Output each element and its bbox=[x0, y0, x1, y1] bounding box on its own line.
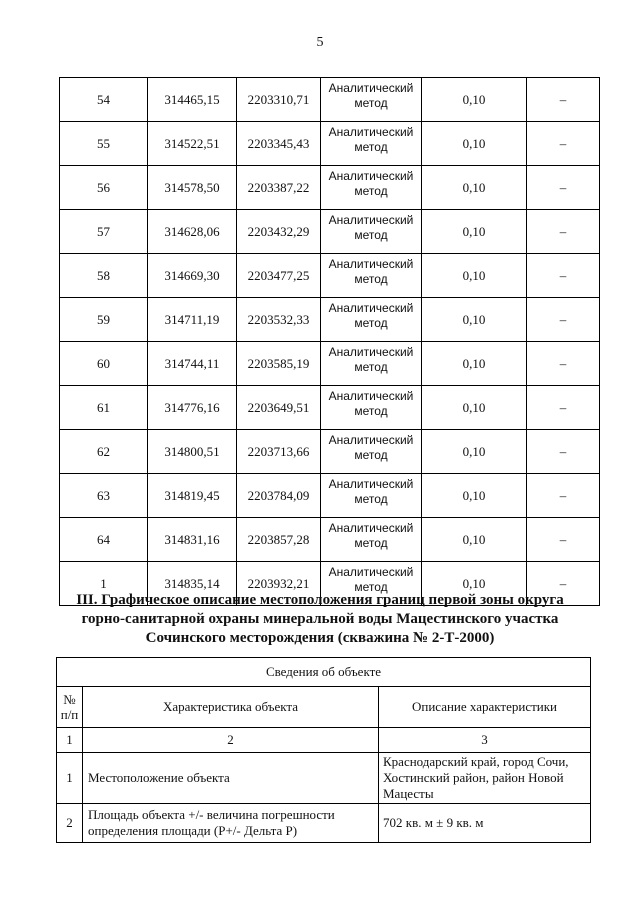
accuracy: 0,10 bbox=[422, 298, 527, 342]
column-header-number: № п/п bbox=[57, 687, 83, 728]
row-number: 2 bbox=[57, 804, 83, 843]
accuracy: 0,10 bbox=[422, 386, 527, 430]
section-title-line: III. Графическое описание местоположения границ первой зоны округа bbox=[76, 592, 564, 608]
y-coordinate: 2203532,33 bbox=[237, 298, 321, 342]
section-title bbox=[40, 591, 600, 648]
y-coordinate: 2203345,43 bbox=[237, 122, 321, 166]
dash-cell: – bbox=[527, 254, 600, 298]
dash-cell: – bbox=[527, 474, 600, 518]
method-line: метод bbox=[354, 404, 388, 418]
method-line: Аналитический bbox=[328, 433, 414, 447]
accuracy: 0,10 bbox=[422, 562, 527, 606]
method bbox=[321, 474, 422, 518]
y-coordinate: 2203432,29 bbox=[237, 210, 321, 254]
table-row bbox=[60, 298, 600, 342]
dash-cell: – bbox=[527, 298, 600, 342]
table-row bbox=[60, 430, 600, 474]
point-number: 1 bbox=[60, 562, 148, 606]
accuracy: 0,10 bbox=[422, 210, 527, 254]
point-number: 61 bbox=[60, 386, 148, 430]
method bbox=[321, 386, 422, 430]
dash-cell: – bbox=[527, 562, 600, 606]
dash-cell: – bbox=[527, 210, 600, 254]
point-number: 64 bbox=[60, 518, 148, 562]
point-number: 62 bbox=[60, 430, 148, 474]
method-line: Аналитический bbox=[328, 301, 414, 315]
y-coordinate: 2203713,66 bbox=[237, 430, 321, 474]
point-number: 55 bbox=[60, 122, 148, 166]
table-row bbox=[57, 753, 591, 804]
method-line: метод bbox=[354, 536, 388, 550]
row-description: Краснодарский край, город Сочи, Хостинский район, район Новой Мацесты bbox=[379, 753, 591, 804]
x-coordinate: 314744,11 bbox=[148, 342, 237, 386]
table-row bbox=[60, 122, 600, 166]
method-line: Аналитический bbox=[328, 477, 414, 491]
accuracy: 0,10 bbox=[422, 166, 527, 210]
y-coordinate: 2203585,19 bbox=[237, 342, 321, 386]
page-number: 5 bbox=[316, 35, 324, 50]
table-row bbox=[60, 474, 600, 518]
method bbox=[321, 122, 422, 166]
accuracy: 0,10 bbox=[422, 474, 527, 518]
method-line: метод bbox=[354, 184, 388, 198]
accuracy: 0,10 bbox=[422, 518, 527, 562]
method-line: метод bbox=[354, 272, 388, 286]
method bbox=[321, 254, 422, 298]
dash-cell: – bbox=[527, 166, 600, 210]
row-characteristic: Площадь объекта +/- величина погрешности определения площади (Р+/- Дельта Р) bbox=[83, 804, 379, 843]
x-coordinate: 314522,51 bbox=[148, 122, 237, 166]
dash-cell: – bbox=[527, 122, 600, 166]
x-coordinate: 314835,14 bbox=[148, 562, 237, 606]
point-number: 56 bbox=[60, 166, 148, 210]
table-row bbox=[60, 166, 600, 210]
table-row bbox=[57, 804, 591, 843]
point-number: 54 bbox=[60, 78, 148, 122]
accuracy: 0,10 bbox=[422, 254, 527, 298]
accuracy: 0,10 bbox=[422, 122, 527, 166]
column-header-characteristic: Характеристика объекта bbox=[83, 687, 379, 728]
table-row bbox=[60, 210, 600, 254]
dash-cell: – bbox=[527, 78, 600, 122]
method-line: Аналитический bbox=[328, 389, 414, 403]
table-row bbox=[60, 518, 600, 562]
y-coordinate: 2203784,09 bbox=[237, 474, 321, 518]
method-line: метод bbox=[354, 228, 388, 242]
method-line: метод bbox=[354, 96, 388, 110]
row-characteristic: Местоположение объекта bbox=[83, 753, 379, 804]
dash-cell: – bbox=[527, 430, 600, 474]
dash-cell: – bbox=[527, 342, 600, 386]
y-coordinate: 2203649,51 bbox=[237, 386, 321, 430]
x-coordinate: 314628,06 bbox=[148, 210, 237, 254]
method-line: Аналитический bbox=[328, 345, 414, 359]
method-line: Аналитический bbox=[328, 565, 414, 579]
method-line: Аналитический bbox=[328, 81, 414, 95]
method-line: Аналитический bbox=[328, 257, 414, 271]
y-coordinate: 2203932,21 bbox=[237, 562, 321, 606]
dash-cell: – bbox=[527, 518, 600, 562]
y-coordinate: 2203857,28 bbox=[237, 518, 321, 562]
method bbox=[321, 518, 422, 562]
method-line: Аналитический bbox=[328, 213, 414, 227]
point-number: 58 bbox=[60, 254, 148, 298]
column-index: 2 bbox=[83, 728, 379, 753]
row-description: 702 кв. м ± 9 кв. м bbox=[379, 804, 591, 843]
section-title-line: горно-санитарной охраны минеральной воды Мацестинского участка bbox=[81, 611, 559, 627]
x-coordinate: 314669,30 bbox=[148, 254, 237, 298]
table-row bbox=[60, 386, 600, 430]
point-number: 63 bbox=[60, 474, 148, 518]
dash-cell: – bbox=[527, 386, 600, 430]
table-row bbox=[60, 254, 600, 298]
y-coordinate: 2203310,71 bbox=[237, 78, 321, 122]
point-number: 59 bbox=[60, 298, 148, 342]
accuracy: 0,10 bbox=[422, 342, 527, 386]
point-number: 57 bbox=[60, 210, 148, 254]
y-coordinate: 2203387,22 bbox=[237, 166, 321, 210]
column-index: 1 bbox=[57, 728, 83, 753]
accuracy: 0,10 bbox=[422, 430, 527, 474]
table-row bbox=[60, 342, 600, 386]
method bbox=[321, 78, 422, 122]
x-coordinate: 314711,19 bbox=[148, 298, 237, 342]
method-line: метод bbox=[354, 316, 388, 330]
method-line: метод bbox=[354, 360, 388, 374]
method bbox=[321, 298, 422, 342]
coordinates-table bbox=[59, 77, 600, 606]
method-line: метод bbox=[354, 448, 388, 462]
x-coordinate: 314831,16 bbox=[148, 518, 237, 562]
x-coordinate: 314465,15 bbox=[148, 78, 237, 122]
x-coordinate: 314578,50 bbox=[148, 166, 237, 210]
method bbox=[321, 210, 422, 254]
y-coordinate: 2203477,25 bbox=[237, 254, 321, 298]
x-coordinate: 314800,51 bbox=[148, 430, 237, 474]
method-line: метод bbox=[354, 140, 388, 154]
object-info-header: Сведения об объекте bbox=[57, 658, 591, 687]
section-title-line: Сочинского месторождения (скважина № 2-Т-2000) bbox=[145, 630, 495, 646]
point-number: 60 bbox=[60, 342, 148, 386]
column-header-description: Описание характеристики bbox=[379, 687, 591, 728]
column-index: 3 bbox=[379, 728, 591, 753]
row-number: 1 bbox=[57, 753, 83, 804]
accuracy: 0,10 bbox=[422, 78, 527, 122]
method-line: метод bbox=[354, 580, 388, 594]
method bbox=[321, 166, 422, 210]
method-line: Аналитический bbox=[328, 169, 414, 183]
x-coordinate: 314776,16 bbox=[148, 386, 237, 430]
x-coordinate: 314819,45 bbox=[148, 474, 237, 518]
table-row bbox=[60, 78, 600, 122]
object-info-table bbox=[56, 657, 591, 843]
method-line: Аналитический bbox=[328, 125, 414, 139]
method-line: метод bbox=[354, 492, 388, 506]
method bbox=[321, 430, 422, 474]
method bbox=[321, 342, 422, 386]
method-line: Аналитический bbox=[328, 521, 414, 535]
